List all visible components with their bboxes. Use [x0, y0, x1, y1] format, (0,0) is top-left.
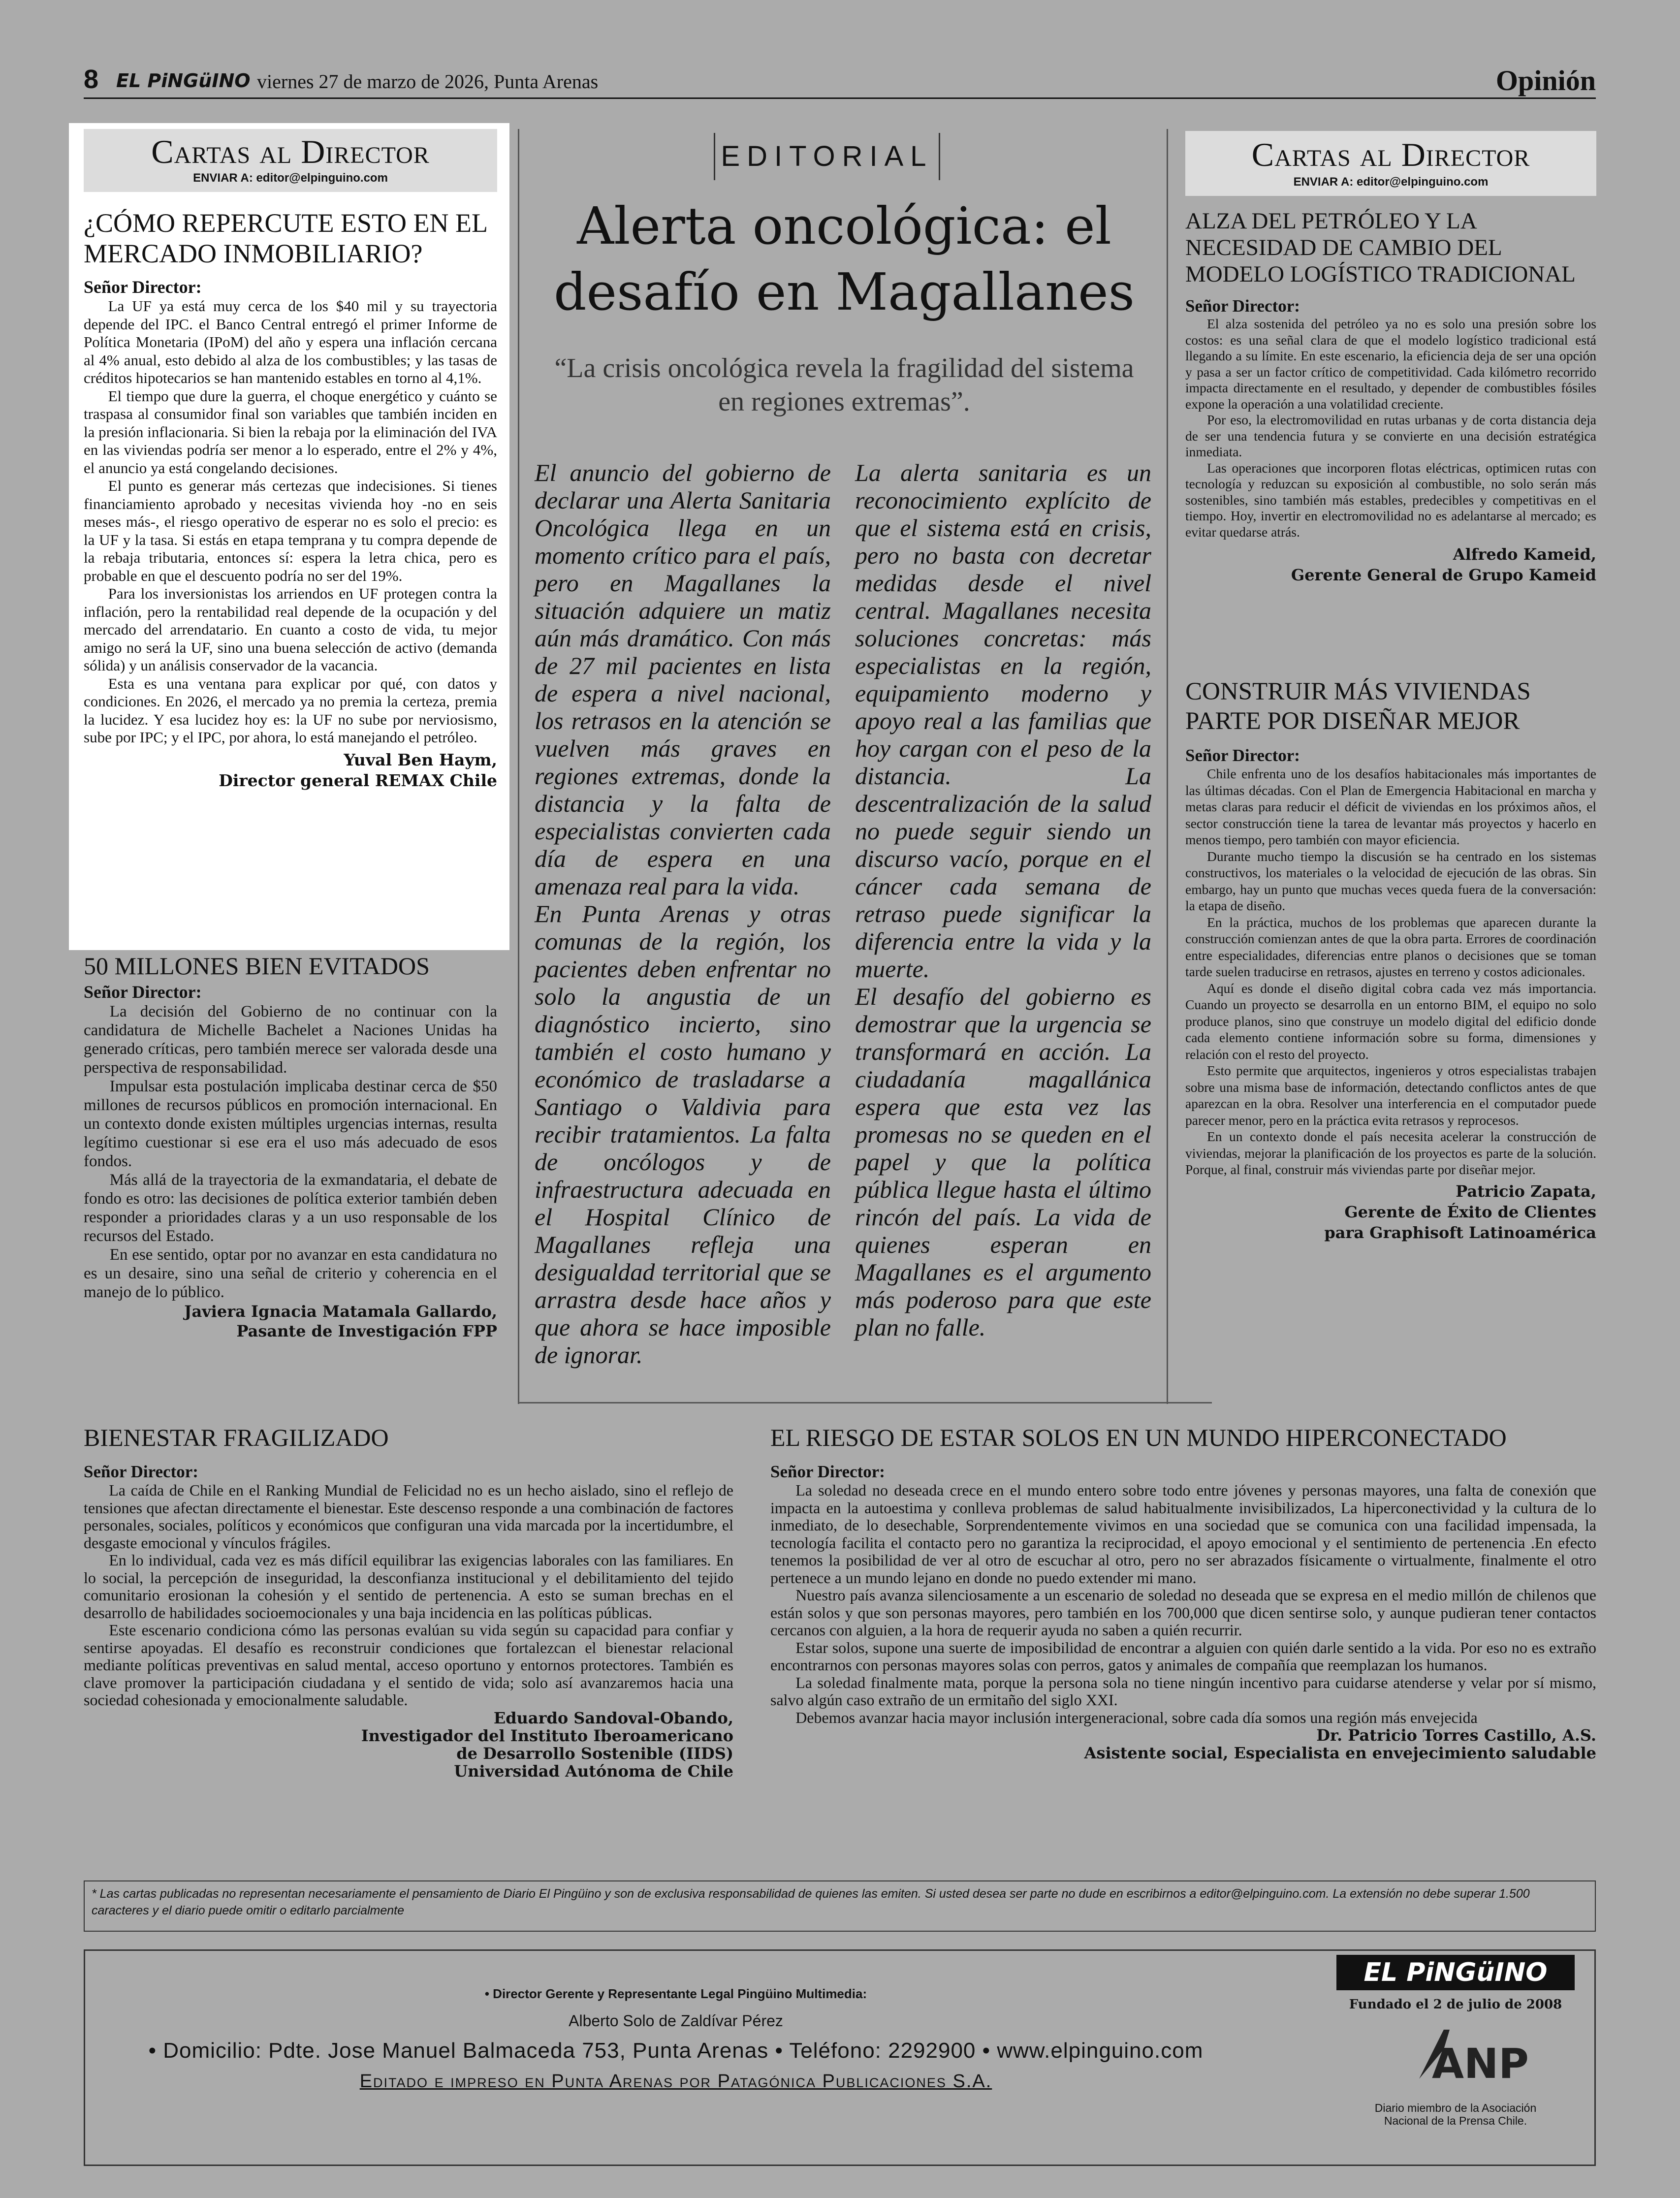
editorial-column-1 — [535, 459, 831, 1384]
editorial-label-box — [714, 133, 940, 180]
paragraph: El alza sostenida del petróleo ya no es solo una presión sobre los costos: es una señal clara de que el modelo logístico tradicional está llegando a su límite. En este escenario, la eficiencia deja de ser una opción y pasa a ser un factor crítico de competitividad. Cada kilómetro recorrido impacta directamente en el resultado, y depender de combustibles fósiles expone la operación a una volatilidad creciente. — [1185, 316, 1596, 412]
letter-salutation: Señor Director: — [770, 1462, 885, 1481]
letter-viviendas — [1185, 677, 1596, 1396]
paragraph: En lo individual, cada vez es más difícil equilibrar las exigencias laborales con las familiares. En lo social, la percepción de inseguridad, la desconfianza institucional y el debilitamiento del tejido comunitario erosionan la cohesión y el sentido de pertenencia. A esto se suman brechas en el desarrollo de habilidades socioemocionales y una baja incidencia en las políticas públicas. — [84, 1551, 733, 1622]
signature-line: para Graphisoft Latinoamérica — [1324, 1223, 1596, 1242]
letter-signature — [84, 1302, 497, 1341]
footer-logo-text: EL PiNGüINO — [1363, 1958, 1548, 1987]
paragraph: La caída de Chile en el Ranking Mundial de Felicidad no es un hecho aislado, sino el reflejo de tensiones que afectan directamente el bienestar. Este descenso responde a una combinación de factores personales, sociales, políticos y económicos que configuran una vida marcada por la incertidumbre, el desgaste emocional y vínculos frágiles. — [84, 1481, 733, 1552]
disclaimer-box — [84, 1880, 1596, 1932]
signature-line: Javiera Ignacia Matamala Gallardo, — [184, 1302, 497, 1321]
section-name: Opinión — [1495, 64, 1596, 96]
paragraph: Durante mucho tiempo la discusión se ha centrado en los sistemas constructivos, los materiales o la velocidad de ejecución de las obras. Sin embargo, hay un punto que muchas veces queda fuera de la conversación: la etapa de diseño. — [1185, 848, 1596, 913]
signature-line: Eduardo Sandoval-Obando, — [493, 1708, 733, 1727]
paragraph: Nuestro país avanza silenciosamente a un escenario de soledad no deseada que se expresa en el medio millón de chilenos que están solos y que son personas mayores, pero también en los 700,000 que dicen sentirse solo, y aunque pudieran tener contactos cercanos con alguien, a la hora de requerir ayuda no saben a quién recurrir. — [770, 1586, 1596, 1639]
header-rule — [84, 97, 1596, 99]
editorial-headline: Alerta oncológica: el desafío en Magallanes — [553, 196, 1135, 322]
letter-signature — [84, 1709, 733, 1780]
date-line: viernes 27 de marzo de 2026, Punta Arenas — [257, 70, 599, 93]
letter-petroleo — [1185, 208, 1596, 661]
editorial-rule-bottom — [518, 1402, 1212, 1403]
signature-line: Yuval Ben Haym, — [344, 750, 497, 769]
letter-salutation: Señor Director: — [84, 982, 202, 1002]
letter-title: ALZA DEL PETRÓLEO Y LA NECESIDAD DE CAMBIO DEL MODELO LOGÍSTICO TRADICIONAL — [1185, 208, 1576, 287]
letter-signature — [84, 750, 497, 791]
paragraph: El anuncio del gobierno de declarar una Alerta Sanitaria Oncológica llega en un momento crítico para el país, pero en Magallanes la situación adquiere un matiz aún más dramático. Con más de 27 mil pacientes en lista de espera a nivel nacional, los retrasos en la atención se vuelven más graves en regiones extremas, donde la distancia y la falta de especialistas convierten cada día de espera en una amenaza real para la vida. — [535, 459, 831, 900]
paragraph: Más allá de la trayectoria de la exmandataria, el debate de fondo es otro: las decisiones de política exterior también deben responder a prioridades claras y a un uso responsable de los recursos del Estado. — [84, 1171, 497, 1245]
footer-logo — [1336, 1955, 1575, 1990]
letter-body — [1185, 316, 1596, 540]
paragraph: Debemos avanzar hacia mayor inclusión intergeneracional, sobre cada día somos una región más envejecida — [795, 1708, 1478, 1726]
paragraph: Estar solos, supone una suerte de imposibilidad de encontrar a alguien con quién darle sentido a la vida. Por eso no es extraño encontrarnos con personas mayores solas con perros, gatos y animales de compañía que reemplazan los humanos. — [770, 1638, 1596, 1674]
founded-line: Fundado el 2 de julio de 2008 — [1349, 1997, 1562, 2012]
editorial-rule-right — [1167, 129, 1168, 1404]
svg-text:ANP: ANP — [1432, 2039, 1529, 2088]
signature-line: Gerente General de Grupo Kameid — [1291, 566, 1596, 584]
masthead-logo: EL PiNGüINO — [116, 70, 251, 92]
paragraph: El desafío del gobierno es demostrar que la urgencia se transformará en acción. La ciudadanía magallánica espera que esta vez las promesas no se queden en el papel y que la política pública llegue hasta el último rincón del país. La vida de quienes esperan en Magallanes es el argumento más poderoso para que este plan no falle. — [855, 983, 1151, 1341]
left-box-header — [84, 129, 497, 192]
paragraph: La decisión del Gobierno de no continuar con la candidatura de Michelle Bachelet a Naciones Unidas ha generado críticas, pero también merece ser valorada desde una perspectiva de responsabilidad. — [84, 1003, 497, 1077]
anp-caption-line: Nacional de la Prensa Chile. — [1384, 2114, 1527, 2127]
letter-title: EL RIESGO DE ESTAR SOLOS EN UN MUNDO HIPERCONECTADO — [770, 1424, 1507, 1451]
letter-bienestar — [84, 1422, 733, 1870]
page-number: 8 — [84, 64, 99, 94]
letter-title: CONSTRUIR MÁS VIVIENDAS PARTE POR DISEÑAR MEJOR — [1185, 678, 1531, 735]
paragraph: En ese sentido, optar por no avanzar en esta candidatura no es un desaire, sino una señal de criterio y coherencia en el manejo de lo público. — [84, 1246, 497, 1301]
signature-line: Gerente de Éxito de Clientes — [1344, 1202, 1596, 1221]
paragraph: En un contexto donde el país necesita acelerar la construcción de viviendas, mejorar la planificación de los proyectos es parte de la solución. Porque, al final, construir más viviendas parte por diseñar mejor. — [1185, 1129, 1596, 1177]
paragraph: El punto es generar más certezas que indecisiones. Si tienes financiamiento aprobado y necesitas vivienda hoy -no en seis meses más-, el riesgo operativo de esperar no es solo el precio: es la UF y la tasa. Si estás en etapa temprana y tu compra depende de la rebaja tributaria, entonces sí: espera la letra chica, pero es probable en que el descuento podría no ser del 19%. — [84, 477, 497, 584]
paragraph: Esta es una ventana para explicar por qué, con datos y condiciones. En 2026, el mercado ya no premia la certeza, premia la lucidez. Y esa lucidez hoy es: la UF no sube por nerviosismo, sube por IPC; y el IPC, por ahora, lo está manejando el petróleo. — [84, 674, 497, 746]
signature-line: Dr. Patricio Torres Castillo, A.S. — [1316, 1726, 1596, 1745]
paragraph: La soledad finalmente mata, porque la persona sola no tiene ningún incentivo para cuidarse atenderse y velar por sí mismo, salvo algún caso extraño de un ermitaño del siglo XXI. — [770, 1673, 1596, 1709]
address-line: • Domicilio: Pdte. Jose Manuel Balmaceda 753, Punta Arenas • Teléfono: 2292900 • www.elpinguino.com — [148, 2039, 1204, 2063]
letter-title: BIENESTAR FRAGILIZADO — [84, 1424, 389, 1451]
footer-box — [84, 1949, 1596, 2166]
signature-line: Investigador del Instituto Iberoamericano — [361, 1726, 733, 1745]
anp-caption — [1336, 2102, 1575, 2127]
paragraph: En la práctica, muchos de los problemas que aparecen durante la construcción comienzan antes de que la obra parta. Errores de coordinación entre especialidades, diferencias entre planos o decisiones que se toman tarde suelen traducirse en retrasos, ajustes en terreno y costos adicionales. — [1185, 914, 1596, 979]
anp-logo — [1414, 2020, 1529, 2089]
page-header — [84, 64, 1596, 97]
right-box-header — [1185, 131, 1596, 196]
letter-body — [84, 1482, 733, 1709]
paragraph: La alerta sanitaria es un reconocimiento explícito de que el sistema está en crisis, pero no basta con decretar medidas desde el nivel central. Magallanes necesita soluciones concretas: más especialistas en la región, equipamiento moderno y apoyo real a las familias que hoy cargan con el peso de la distancia. La descentralización de la salud no puede seguir siendo un discurso vacío, porque en el cáncer cada semana de retraso puede significar la diferencia entre la vida y la muerte. — [855, 459, 1151, 983]
letter-soledad — [770, 1422, 1596, 1870]
letter-signature — [770, 1726, 1596, 1762]
paragraph: El tiempo que dure la guerra, el choque energético y cuánto se traspasa al consumidor final son variables que también inciden en la presión inflacionaria. Si bien la rebaja por la eliminación del IVA en las viviendas podría ser menor a lo esperado, entre el 2% y 4%, el anuncio ya está congelando decisiones. — [84, 387, 497, 477]
editorial-rule-left — [518, 129, 519, 1404]
letter-title: 50 MILLONES BIEN EVITADOS — [84, 952, 430, 980]
signature-line: Alfredo Kameid, — [1453, 545, 1596, 564]
send-to-email[interactable]: ENVIAR A: editor@elpinguino.com — [1293, 175, 1489, 189]
letter-body — [84, 1002, 497, 1302]
paragraph: En Punta Arenas y otras comunas de la región, los pacientes deben enfrentar no solo la angustia de un diagnóstico incierto, sino también el costo humano y económico de trasladarse a Santiago o Valdivia para recibir tratamientos. La falta de oncólogos y de infraestructura adecuada en el Hospital Clínico de Magallanes refleja una desigualdad territorial que se arrastra desde hace años y que ahora se hace imposible de ignorar. — [535, 900, 831, 1369]
letter-salutation: Señor Director: — [1185, 746, 1300, 765]
paragraph: Esto permite que arquitectos, ingenieros y otros especialistas trabajen sobre una misma base de información, detectando conflictos antes de que aparezcan en la obra. Resolver una interferencia en el computador puede parecer menor, pero en la práctica evita retrasos y reprocesos. — [1185, 1063, 1596, 1128]
letter-body — [84, 297, 497, 747]
box-title: Cartas al Director — [1251, 136, 1530, 173]
paragraph: Por eso, la electromovilidad en rutas urbanas y de corta distancia deja de ser una tendencia futura y se convierte en una decisión estratégica inmediata. — [1185, 412, 1596, 459]
signature-line: Universidad Autónoma de Chile — [454, 1761, 733, 1781]
letter-salutation: Señor Director: — [84, 277, 202, 297]
letter-body — [1185, 765, 1596, 1178]
paragraph: Para los inversionistas los arriendos en UF protegen contra la inflación, pero la rentabilidad real depende de la ocupación y del mercado del arrendatario. En cuanto a costo de vida, tu mejor amigo no será la UF, sino una buena selección de activo (demanda sólida) y un análisis conservador de la vacancia. — [84, 585, 497, 674]
director-name: Alberto Solo de Zaldívar Pérez — [569, 2012, 783, 2030]
director-label: • Director Gerente y Representante Legal Pingüino Multimedia: — [484, 1986, 867, 2001]
letter-body — [770, 1482, 1596, 1726]
letter-salutation: Señor Director: — [84, 1462, 198, 1481]
signature-line: de Desarrollo Sostenible (IIDS) — [456, 1744, 733, 1763]
signature-line: Asistente social, Especialista en envejecimiento saludable — [1084, 1744, 1596, 1762]
printed-line: Editado e impreso en Punta Arenas por Patagónica Publicaciones S.A. — [359, 2071, 992, 2092]
signature-line: Patricio Zapata, — [1456, 1181, 1596, 1201]
paragraph: Aquí es donde el diseño digital cobra cada vez más importancia. Cuando un proyecto se desarrolla en un entorno BIM, el equipo no solo produce planos, sino que construye un modelo digital del edificio donde cada elemento contiene información sobre su forma, dimensiones y relación con el resto del proyecto. — [1185, 980, 1596, 1062]
paragraph: Este escenario condiciona cómo las personas evalúan su vida según su capacidad para confiar y sentirse apoyadas. El desafío es reconstruir condiciones que fortalezcan el bienestar relacional mediante políticas preventivas en salud mental, acceso oportuno y entornos protectores. También es clave promover la participación ciudadana y el sentido de vida; solo así avanzaremos hacia una sociedad cohesionada y emocionalmente saludable. — [84, 1621, 733, 1709]
letter-50-millones — [84, 950, 497, 1393]
editorial-subheadline: “La crisis oncológica revela la fragilidad del sistema en regiones extremas”. — [554, 353, 1134, 417]
paragraph: Chile enfrenta uno de los desafíos habitacionales más importantes de las últimas décadas. Con el Plan de Emergencia Habitacional en marcha y metas claras para reducir el déficit de viviendas en los próximos años, el sector construcción tiene la tarea de levantar más proyectos y hacerlo en menos tiempo, pero también con mayor eficiencia. — [1185, 766, 1596, 847]
paragraph: La soledad no deseada crece en el mundo entero sobre todo entre jóvenes y personas mayores, una falta de conexión que impacta en la autoestima y conlleva problemas de salud habitualmente invisibilizados, La hiperconectividad y la cultura de lo inmediato, de lo desechable, Sorprendentemente vivimos en una sociedad que se comunica con una facilidad impensada, la tecnología facilita el contacto pero no garantiza la reciprocidad, el apoyo emocional y el sentimiento de pertenencia .En efecto tenemos la posibilidad de ver al otro de escuchar al otro, pero no ser abrazados físicamente o virtualmente, finalmente el otro pertenece a un mundo lejano en donde no puedo extender mi mano. — [770, 1481, 1596, 1587]
signature-line: Director general REMAX Chile — [219, 770, 497, 790]
disclaimer-text: * Las cartas publicadas no representan necesariamente el pensamiento de Diario El Pingüino y son de exclusiva responsabilidad de quienes las emiten. Si usted desea ser parte no dude en escribirnos a editor@elpinguino.com. La extensión no debe superar 1.500 caracteres y el diario puede omitir o editarlo parcialmente — [92, 1887, 1530, 1917]
anp-caption-line: Diario miembro de la Asociación — [1374, 2102, 1537, 2114]
letter-signature — [1185, 544, 1596, 585]
paragraph: Impulsar esta postulación implicaba destinar cerca de $50 millones de recursos públicos en promoción internacional. En un contexto donde existen múltiples urgencias internas, resulta legítimo cuestionar si ese era el uso más adecuado de esos fondos. — [84, 1078, 497, 1170]
letter-salutation: Señor Director: — [1185, 296, 1300, 316]
signature-line: Pasante de Investigación FPP — [236, 1322, 497, 1340]
send-to-email[interactable]: ENVIAR A: editor@elpinguino.com — [193, 171, 388, 185]
paragraph: Las operaciones que incorporen flotas eléctricas, optimicen rutas con tecnología y reduzcan su exposición al combustible, no solo serán más sostenibles, sino también más estables, predecibles y competitivas en el tiempo. Hoy, invertir en electromovilidad no es adelantarse al mercado; es evitar quedarse atrás. — [1185, 460, 1596, 540]
editorial-label: EDITORIAL — [721, 140, 933, 172]
box-title: Cartas al Director — [151, 133, 430, 170]
letter-title: ¿CÓMO REPERCUTE ESTO EN EL MERCADO INMOBILIARIO? — [84, 208, 487, 268]
editorial-column-2 — [855, 459, 1151, 1384]
paragraph: La UF ya está muy cerca de los $40 mil y su trayectoria depende del IPC. el Banco Central entregó el primer Informe de Política Monetaria (IPoM) del año y espera una inflación cercana al 4% anual, esto debido al alza de los combustibles; y las tasas de créditos hipotecarios se han mantenido estables en torno al 4,1%. — [84, 297, 497, 386]
letter-inmobiliario — [84, 208, 497, 936]
anp-logo-icon — [1414, 2020, 1529, 2089]
letter-signature — [1185, 1181, 1596, 1243]
